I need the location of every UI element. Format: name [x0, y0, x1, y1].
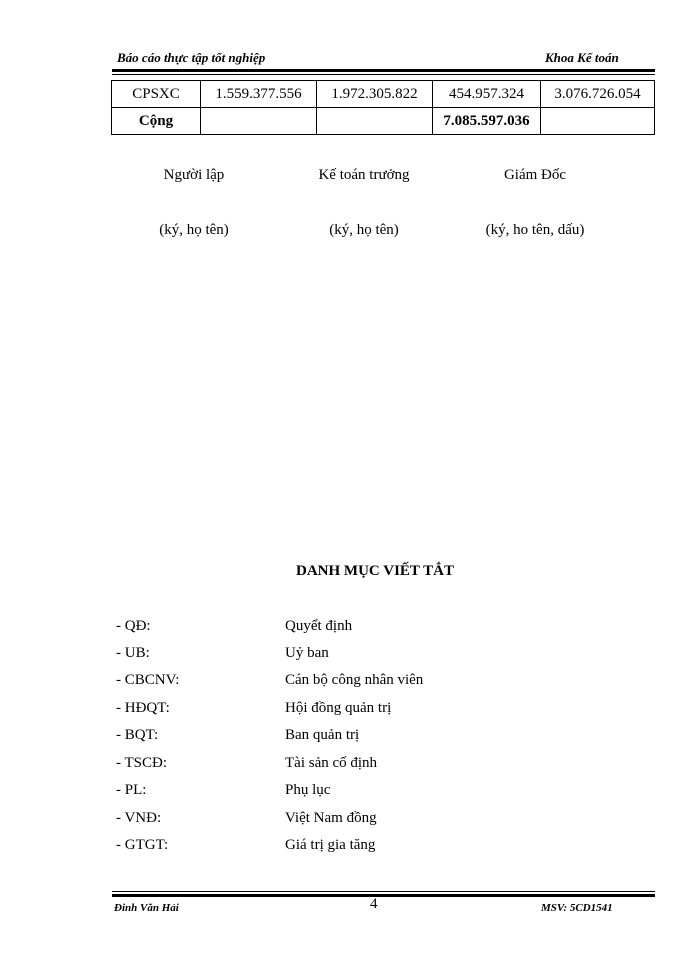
- table-cell: 3.076.726.054: [541, 81, 655, 108]
- signature-note-preparer: (ký, họ tên): [159, 222, 229, 238]
- abbr-code: - CBCNV:: [116, 672, 180, 688]
- table-row: [112, 81, 655, 108]
- abbr-meaning: Phụ lục: [285, 782, 331, 798]
- page-number: 4: [370, 896, 378, 912]
- abbr-code: - BQT:: [116, 727, 159, 743]
- table-cell: [541, 108, 655, 135]
- abbr-meaning: Tài sản cố định: [285, 755, 378, 771]
- abbr-meaning: Giá trị gia tăng: [285, 837, 376, 853]
- signature-role-director: Giám Đốc: [503, 167, 567, 183]
- footer-rule: [112, 894, 655, 897]
- abbr-meaning: Ban quản trị: [285, 727, 360, 743]
- signature-role-chief-accountant: Kế toán trưởng: [318, 167, 410, 183]
- abbr-code: - PL:: [116, 782, 147, 798]
- table-cell: [201, 108, 317, 135]
- abbr-code: - HĐQT:: [116, 700, 170, 716]
- header-title: Báo cáo thực tập tốt nghiệp: [117, 50, 266, 65]
- footer-student-id: MSV: 5CD1541: [541, 902, 613, 914]
- abbr-meaning: Uỷ ban: [285, 645, 329, 661]
- abbr-code: - UB:: [116, 645, 150, 661]
- table-cell: 1.972.305.822: [317, 81, 433, 108]
- abbr-meaning: Cán bộ công nhân viên: [285, 672, 424, 688]
- abbr-code: - QĐ:: [116, 618, 151, 634]
- abbr-meaning: Hội đồng quản trị: [285, 700, 392, 716]
- header-rule: [112, 69, 655, 72]
- cost-table: [111, 80, 655, 135]
- signature-note-director: (ký, ho tên, dấu): [485, 222, 585, 238]
- section-title: DANH MỤC VIẾT TẮT: [296, 563, 454, 579]
- table-cell: Cộng: [112, 108, 201, 135]
- header-rule-thin: [112, 74, 655, 75]
- table-cell: 454.957.324: [433, 81, 541, 108]
- abbr-code: - VNĐ:: [116, 810, 162, 826]
- abbr-code: - TSCĐ:: [116, 755, 167, 771]
- table-cell: 7.085.597.036: [433, 108, 541, 135]
- signature-note-chief-accountant: (ký, họ tên): [329, 222, 399, 238]
- footer-author: Đinh Văn Hải: [114, 902, 179, 914]
- abbr-meaning: Quyết định: [285, 618, 353, 634]
- abbr-code: - GTGT:: [116, 837, 169, 853]
- header-department: Khoa Kế toán: [545, 50, 619, 65]
- signature-role-preparer: Người lập: [163, 167, 225, 183]
- table-cell: 1.559.377.556: [201, 81, 317, 108]
- table-cell: [317, 108, 433, 135]
- table-row-total: [112, 108, 655, 135]
- abbr-meaning: Việt Nam đồng: [285, 810, 377, 826]
- footer-rule-thin: [112, 891, 655, 892]
- table-cell: CPSXC: [112, 81, 201, 108]
